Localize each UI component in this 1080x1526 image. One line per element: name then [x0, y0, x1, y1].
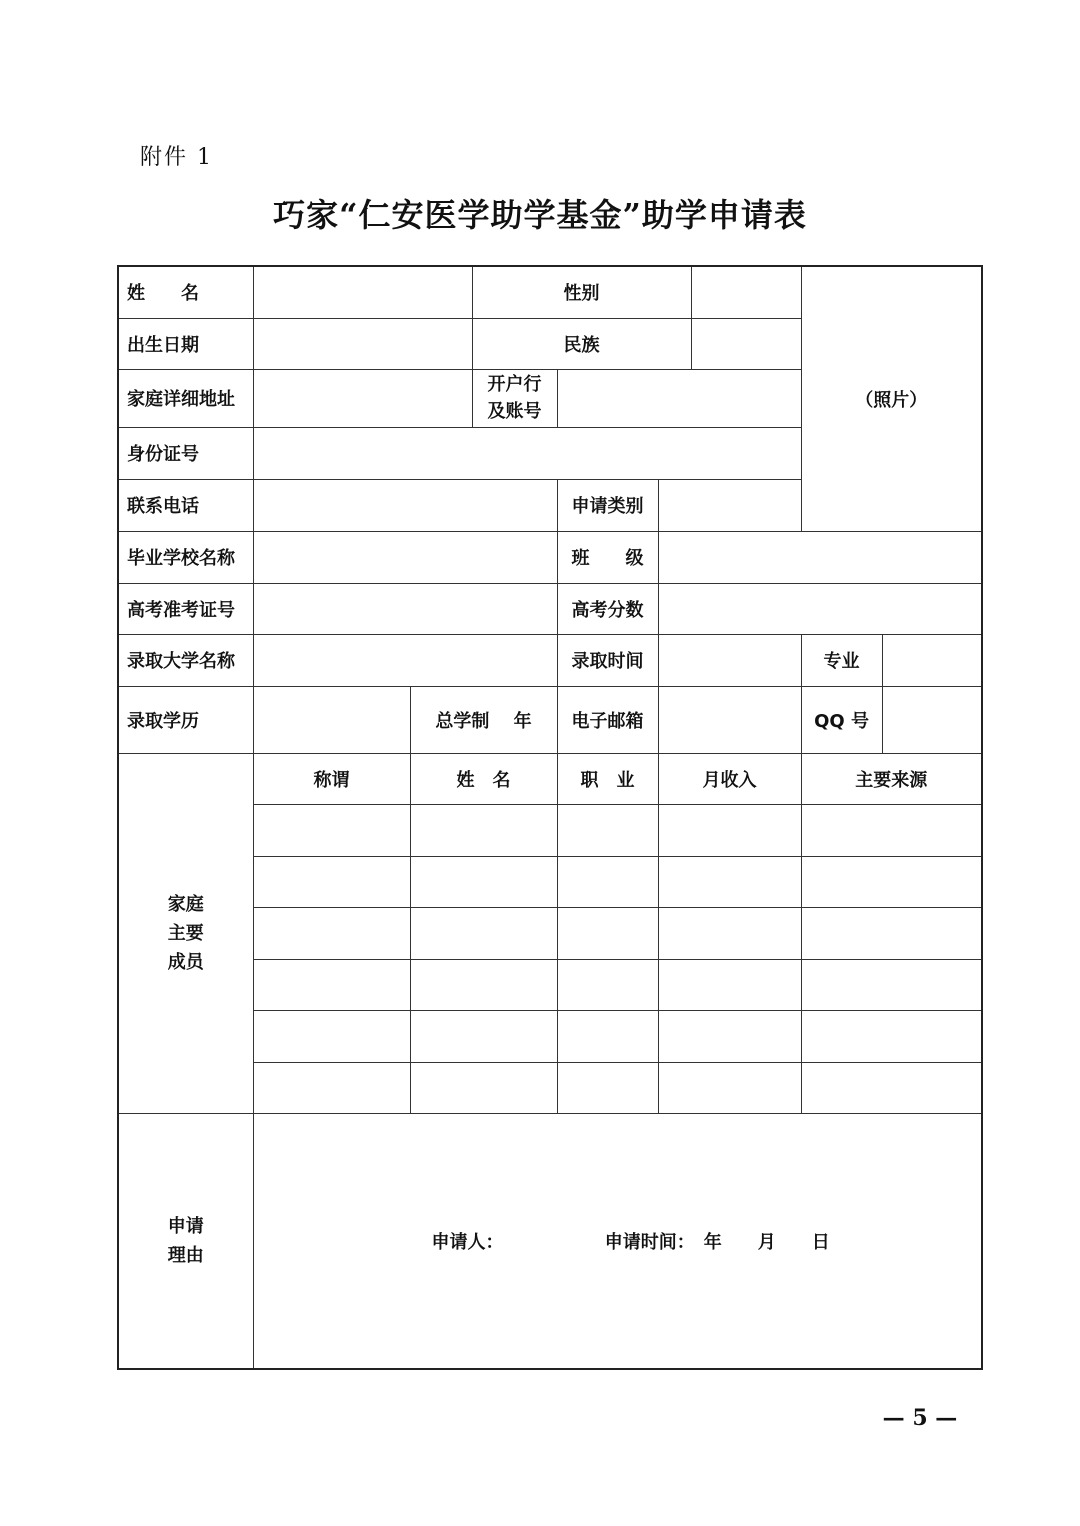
id-number-label: 身份证号	[118, 427, 253, 479]
family-income-cell[interactable]	[658, 804, 801, 856]
row-university	[118, 634, 982, 686]
family-name-cell[interactable]	[410, 907, 557, 959]
university-label: 录取大学名称	[118, 634, 253, 686]
family-col-name: 姓 名	[410, 753, 557, 804]
family-label-line1: 家庭	[167, 893, 204, 915]
family-source-cell[interactable]	[801, 907, 982, 959]
family-occupation-cell[interactable]	[557, 1062, 658, 1113]
photo-label: （照片）	[855, 389, 928, 411]
row-name	[118, 266, 982, 318]
page-number: — 5 —	[882, 1405, 958, 1431]
family-occupation-cell[interactable]	[557, 959, 658, 1010]
bank-label-line2: 及账号	[487, 401, 542, 422]
family-name-cell[interactable]	[410, 856, 557, 907]
admit-time-field[interactable]	[658, 634, 801, 686]
family-label-line3: 成员	[167, 951, 204, 973]
major-label: 专业	[801, 634, 882, 686]
class-label: 班 级	[557, 531, 658, 583]
family-name-cell[interactable]	[410, 1010, 557, 1062]
address-field[interactable]	[253, 369, 472, 427]
family-header-row	[118, 753, 982, 804]
family-source-cell[interactable]	[801, 959, 982, 1010]
application-date-label: 申请时间： 年 月 日	[604, 1231, 830, 1253]
exam-number-field[interactable]	[253, 583, 557, 634]
phone-label: 联系电话	[118, 479, 253, 531]
family-income-cell[interactable]	[658, 959, 801, 1010]
family-relation-cell[interactable]	[253, 804, 410, 856]
family-name-cell[interactable]	[410, 1062, 557, 1113]
family-occupation-cell[interactable]	[557, 1010, 658, 1062]
email-field[interactable]	[658, 686, 801, 753]
id-number-field[interactable]	[253, 427, 801, 479]
family-name-cell[interactable]	[410, 959, 557, 1010]
attachment-label: 附件 1	[140, 145, 213, 170]
reason-field[interactable]	[253, 1113, 982, 1369]
school-name-field[interactable]	[253, 531, 557, 583]
email-label: 电子邮箱	[557, 686, 658, 753]
family-income-cell[interactable]	[658, 1062, 801, 1113]
ethnicity-field[interactable]	[691, 318, 801, 369]
family-occupation-cell[interactable]	[557, 856, 658, 907]
family-income-cell[interactable]	[658, 856, 801, 907]
years-label: 总学制 年	[410, 686, 557, 753]
address-label: 家庭详细地址	[118, 369, 253, 427]
birth-date-field[interactable]	[253, 318, 472, 369]
bank-label-line1: 开户行	[487, 374, 542, 395]
family-source-cell[interactable]	[801, 1010, 982, 1062]
exam-score-field[interactable]	[658, 583, 982, 634]
bank-account-label	[472, 369, 557, 427]
university-field[interactable]	[253, 634, 557, 686]
family-occupation-cell[interactable]	[557, 907, 658, 959]
exam-score-label: 高考分数	[557, 583, 658, 634]
application-form-table	[117, 265, 983, 1370]
family-col-income: 月收入	[658, 753, 801, 804]
school-name-label: 毕业学校名称	[118, 531, 253, 583]
family-income-cell[interactable]	[658, 1010, 801, 1062]
family-name-cell[interactable]	[410, 804, 557, 856]
bank-account-field[interactable]	[557, 369, 801, 427]
row-school	[118, 531, 982, 583]
name-field[interactable]	[253, 266, 472, 318]
photo-box	[801, 266, 982, 531]
degree-label: 录取学历	[118, 686, 253, 753]
family-relation-cell[interactable]	[253, 1062, 410, 1113]
family-relation-cell[interactable]	[253, 1010, 410, 1062]
phone-field[interactable]	[253, 479, 557, 531]
major-field[interactable]	[882, 634, 982, 686]
family-col-source: 主要来源	[801, 753, 982, 804]
name-label: 姓 名	[118, 266, 253, 318]
qq-label: QQ 号	[801, 686, 882, 753]
admit-time-label: 录取时间	[557, 634, 658, 686]
family-members-label	[118, 753, 253, 1113]
reason-label-line2: 理由	[167, 1244, 204, 1266]
gender-field[interactable]	[691, 266, 801, 318]
family-source-cell[interactable]	[801, 856, 982, 907]
family-occupation-cell[interactable]	[557, 804, 658, 856]
ethnicity-label: 民族	[472, 318, 691, 369]
row-reason	[118, 1113, 982, 1369]
family-relation-cell[interactable]	[253, 856, 410, 907]
family-col-relation: 称谓	[253, 753, 410, 804]
family-source-cell[interactable]	[801, 804, 982, 856]
row-degree	[118, 686, 982, 753]
qq-field[interactable]	[882, 686, 982, 753]
degree-field[interactable]	[253, 686, 410, 753]
applicant-signature-label: 申请人：	[431, 1231, 504, 1253]
birth-date-label: 出生日期	[118, 318, 253, 369]
family-relation-cell[interactable]	[253, 907, 410, 959]
reason-label	[118, 1113, 253, 1369]
gender-label: 性别	[472, 266, 691, 318]
category-label: 申请类别	[557, 479, 658, 531]
class-field[interactable]	[658, 531, 982, 583]
family-relation-cell[interactable]	[253, 959, 410, 1010]
row-exam	[118, 583, 982, 634]
reason-label-line1: 申请	[167, 1215, 204, 1237]
family-income-cell[interactable]	[658, 907, 801, 959]
form-title: 巧家“仁安医学助学基金”助学申请表	[273, 196, 807, 234]
family-label-line2: 主要	[167, 922, 204, 944]
exam-number-label: 高考准考证号	[118, 583, 253, 634]
category-field[interactable]	[658, 479, 801, 531]
family-source-cell[interactable]	[801, 1062, 982, 1113]
family-col-occupation: 职 业	[557, 753, 658, 804]
